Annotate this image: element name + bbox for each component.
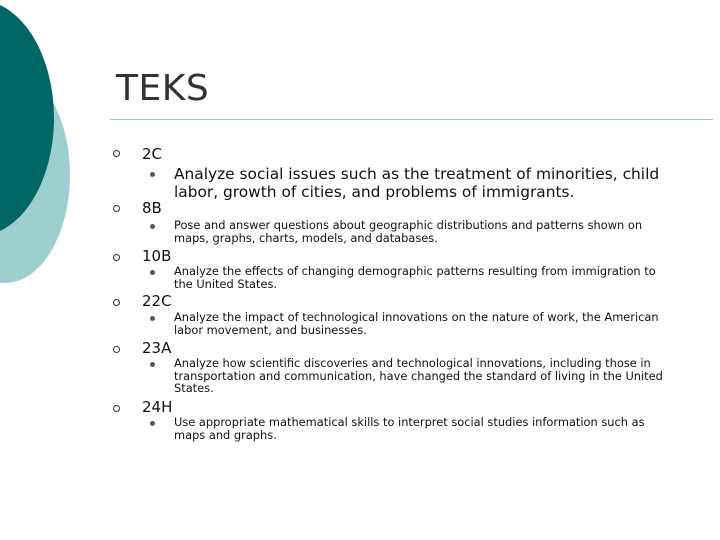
- teks-description: Analyze how scientific discoveries and technological innovations, including those in transportation and communication, have changed the standard of living in the United States.: [174, 356, 663, 396]
- hollow-bullet-icon: [113, 254, 120, 261]
- teks-code: 8B: [142, 199, 162, 217]
- teks-description: Pose and answer questions about geographic distributions and patterns shown on maps, graphs, charts, models, and databases.: [174, 218, 643, 245]
- teks-code: 10B: [142, 247, 172, 265]
- teks-code: 24H: [142, 398, 173, 416]
- hollow-bullet-icon: [113, 346, 120, 353]
- teks-code: 22C: [142, 292, 172, 310]
- filled-bullet-icon: [150, 270, 155, 275]
- hollow-bullet-icon: [113, 150, 120, 157]
- filled-bullet-icon: [150, 316, 155, 321]
- title-divider: [110, 119, 713, 120]
- decorative-circles: [0, 0, 120, 320]
- teks-code: 2C: [142, 145, 163, 163]
- filled-bullet-icon: [150, 224, 155, 229]
- teks-code: 23A: [142, 339, 172, 357]
- page-title: TEKS: [116, 68, 210, 109]
- teks-description: Analyze the impact of technological innovations on the nature of work, the American labor movement, and businesses.: [174, 310, 659, 337]
- hollow-bullet-icon: [113, 205, 120, 212]
- teks-description: Use appropriate mathematical skills to interpret social studies information such as maps and graphs.: [174, 415, 645, 442]
- filled-bullet-icon: [150, 172, 155, 177]
- hollow-bullet-icon: [113, 299, 120, 306]
- filled-bullet-icon: [150, 362, 155, 367]
- filled-bullet-icon: [150, 421, 155, 426]
- teks-description: Analyze the effects of changing demographic patterns resulting from immigration to the United States.: [174, 264, 656, 291]
- teks-description: Analyze social issues such as the treatment of minorities, child labor, growth of cities, and problems of immigrants.: [174, 165, 660, 201]
- hollow-bullet-icon: [113, 405, 120, 412]
